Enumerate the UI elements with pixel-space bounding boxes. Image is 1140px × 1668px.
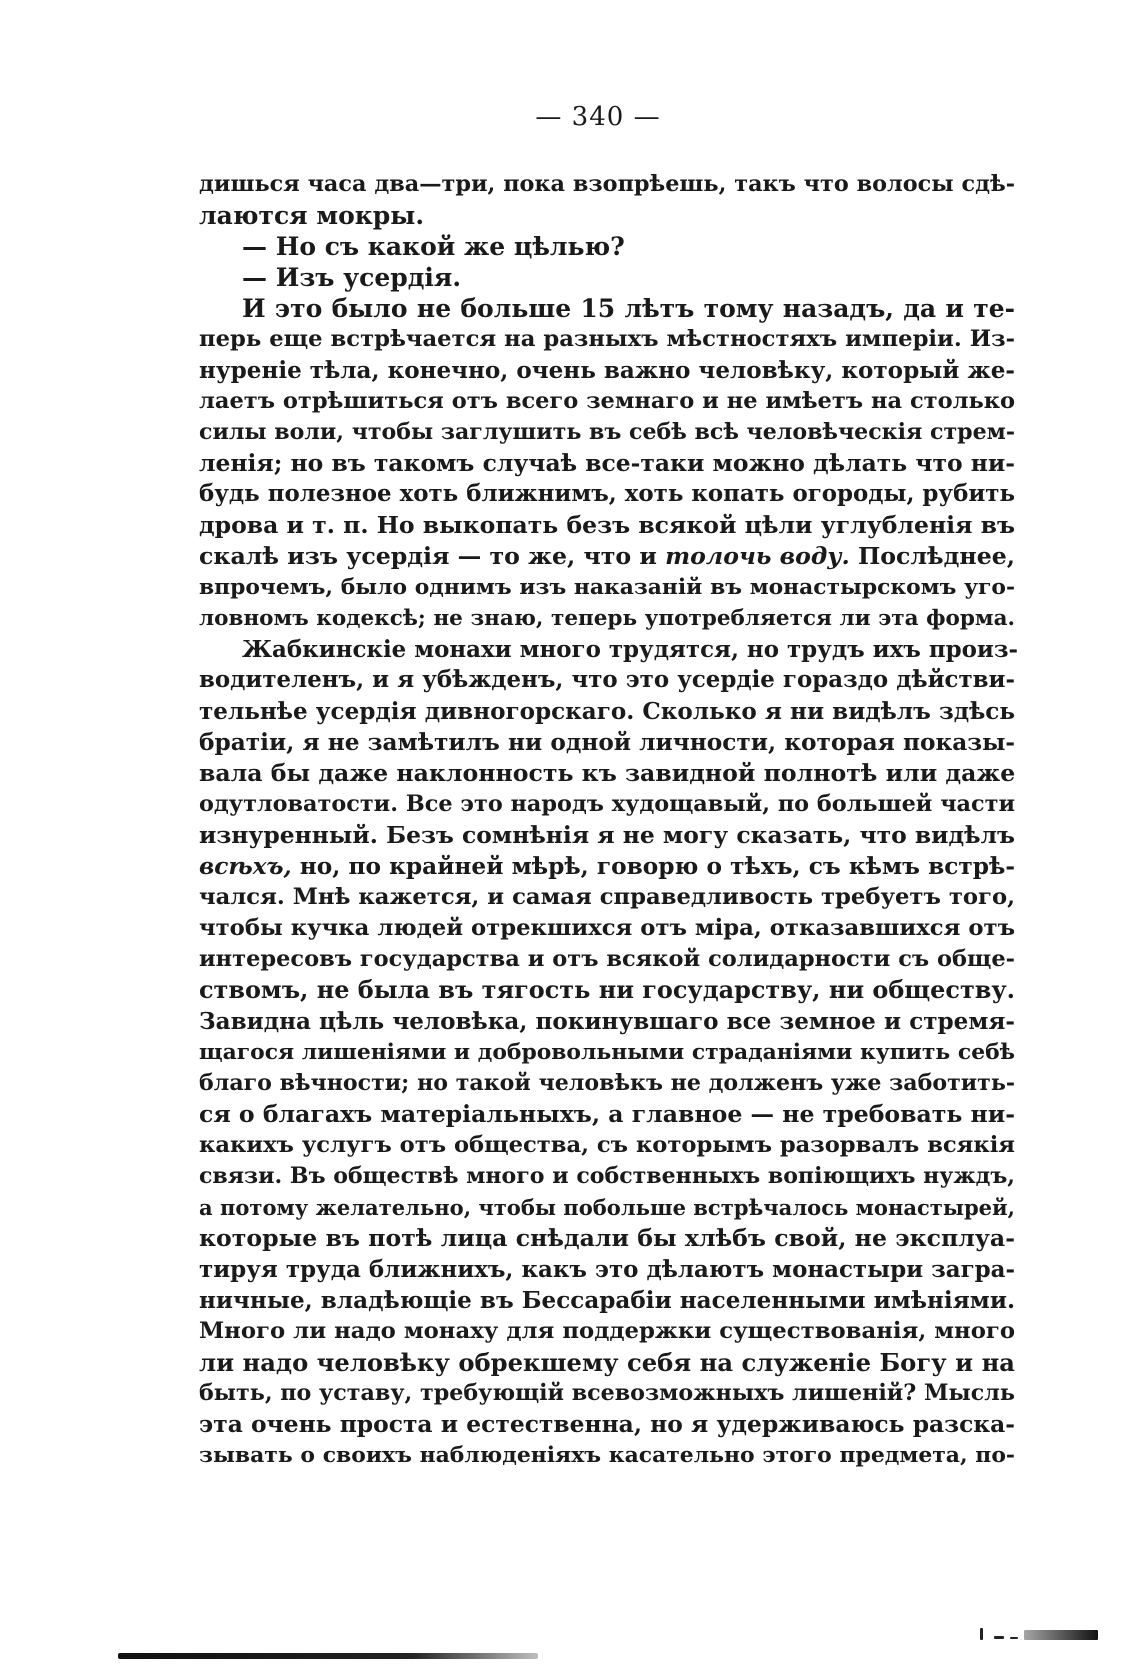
text-line: чался. Мнѣ кажется, и самая справедливость требуетъ того, (199, 884, 1015, 910)
text-line: И это было не больше 15 лѣтъ тому назадъ, да и те- (242, 294, 1015, 323)
text-segment: Послѣднее, (849, 542, 1015, 570)
text-line: дрова и т. п. Но выкопать безъ всякой цѣли углубленія въ (199, 511, 1015, 539)
text-line: одутловатости. Все это народъ худощавый, по большей части (199, 791, 1015, 817)
text-segment: но, по крайней мѣрѣ, говорю о тѣхъ, съ кѣмъ встрѣ- (291, 853, 1015, 880)
text-line: впрочемъ, было однимъ изъ наказаній въ монастырскомъ уго- (199, 575, 1015, 600)
text-line: которые въ потѣ лица снѣдали бы хлѣбъ свой, не эксплуа- (199, 1224, 1015, 1252)
text-line: ли надо человѣку обрекшему себя на служеніе Богу и на (199, 1348, 1015, 1377)
italic-emphasis: всѣхъ, (199, 853, 292, 880)
page-number: — 340 — (535, 102, 661, 132)
text-line: изнуренный. Безъ сомнѣнія я не могу сказать, что видѣлъ (199, 821, 1015, 849)
text-line: нуреніе тѣла, конечно, очень важно человѣку, который же- (199, 357, 1015, 384)
text-line: — Изъ усердія. (242, 263, 462, 292)
text-line: водителенъ, и я убѣжденъ, что это усердіе гораздо дѣйстви- (199, 667, 1015, 693)
text-line: силы воли, чтобы заглушить въ себѣ всѣ человѣческія стрем- (199, 419, 1016, 445)
text-line: ствомъ, не была въ тягость ни государству, ни обществу. (199, 976, 1015, 1004)
scan-edge-rule (118, 1653, 538, 1659)
scan-artifact-mark (980, 1624, 1100, 1642)
text-line: лаются мокры. (199, 201, 425, 230)
text-line: зывать о своихъ наблюденіяхъ касательно этого предмета, по- (199, 1442, 1015, 1468)
text-line: будь полезное хоть ближнимъ, хоть копать огороды, рубить (199, 481, 1015, 507)
text-line: лаетъ отрѣшиться отъ всего земнаго и не имѣетъ на столько (199, 388, 1015, 414)
text-line: интересовъ государства и отъ всякой солидарности съ обще- (199, 946, 1015, 972)
text-line: вала бы даже наклонность къ завидной полнотѣ или даже (199, 759, 1016, 787)
text-line: а потому желательно, чтобы побольше встрѣчалось монастырей, (199, 1195, 1015, 1220)
text-segment: скалѣ изъ усердія — то же, что и (199, 542, 666, 570)
text-line (199, 541, 1015, 572)
text-line: тельнѣе усердія дивногорскаго. Сколько я ни видѣлъ здѣсь (199, 698, 1015, 725)
text-line: Много ли надо монаху для поддержки существованія, много (199, 1318, 1015, 1344)
text-line: ничные, владѣющіе въ Бессарабіи населенными имѣніями. (199, 1287, 1015, 1314)
text-line: братіи, я не замѣтилъ ни одной личности, которая показы- (199, 729, 1015, 756)
text-line: благо вѣчности; но такой человѣкъ не долженъ уже заботить- (199, 1070, 1015, 1096)
text-line: Жабкинскіе монахи много трудятся, но трудъ ихъ произ- (242, 636, 1018, 663)
text-line: чтобы кучка людей отрекшихся отъ міра, отказавшихся отъ (199, 915, 1015, 941)
text-line: ловномъ кодексѣ; не знаю, теперь употребляется ли эта форма. (199, 606, 1015, 631)
text-line: Завидна цѣль человѣка, покинувшаго все земное и стремя- (199, 1008, 1015, 1035)
text-line: быть, по уставу, требующій всевозможныхъ лишеній? Мысль (199, 1380, 1015, 1406)
text-line: ленія; но въ такомъ случаѣ все-таки можно дѣлать что ни- (199, 449, 1015, 477)
text-line: связи. Въ обществѣ много и собственныхъ вопіющихъ нуждъ, (199, 1163, 1015, 1189)
text-line (199, 851, 1015, 882)
text-line: тируя труда ближнихъ, какъ это дѣлаютъ монастыри загра- (199, 1256, 1015, 1283)
text-line: ся о благахъ матеріальныхъ, а главное — не требовать ни- (199, 1100, 1015, 1128)
text-line: дишься часа два—три, пока взопрѣешь, такъ что волосы сдѣ- (199, 171, 1015, 197)
text-line: — Но съ какой же цѣлью? (242, 232, 625, 261)
text-line: эта очень проста и естественна, но я удерживаюсь разска- (199, 1410, 1015, 1438)
body-text (199, 169, 1018, 1471)
text-line: щагося лишеніями и добровольными страданіями купить себѣ (199, 1039, 1015, 1065)
text-line: какихъ услугъ отъ общества, съ которымъ разорвалъ всякія (199, 1132, 1015, 1158)
text-line: перь еще встрѣчается на разныхъ мѣстностяхъ имперіи. Из- (199, 326, 1015, 352)
italic-emphasis: толочь воду. (665, 542, 850, 570)
